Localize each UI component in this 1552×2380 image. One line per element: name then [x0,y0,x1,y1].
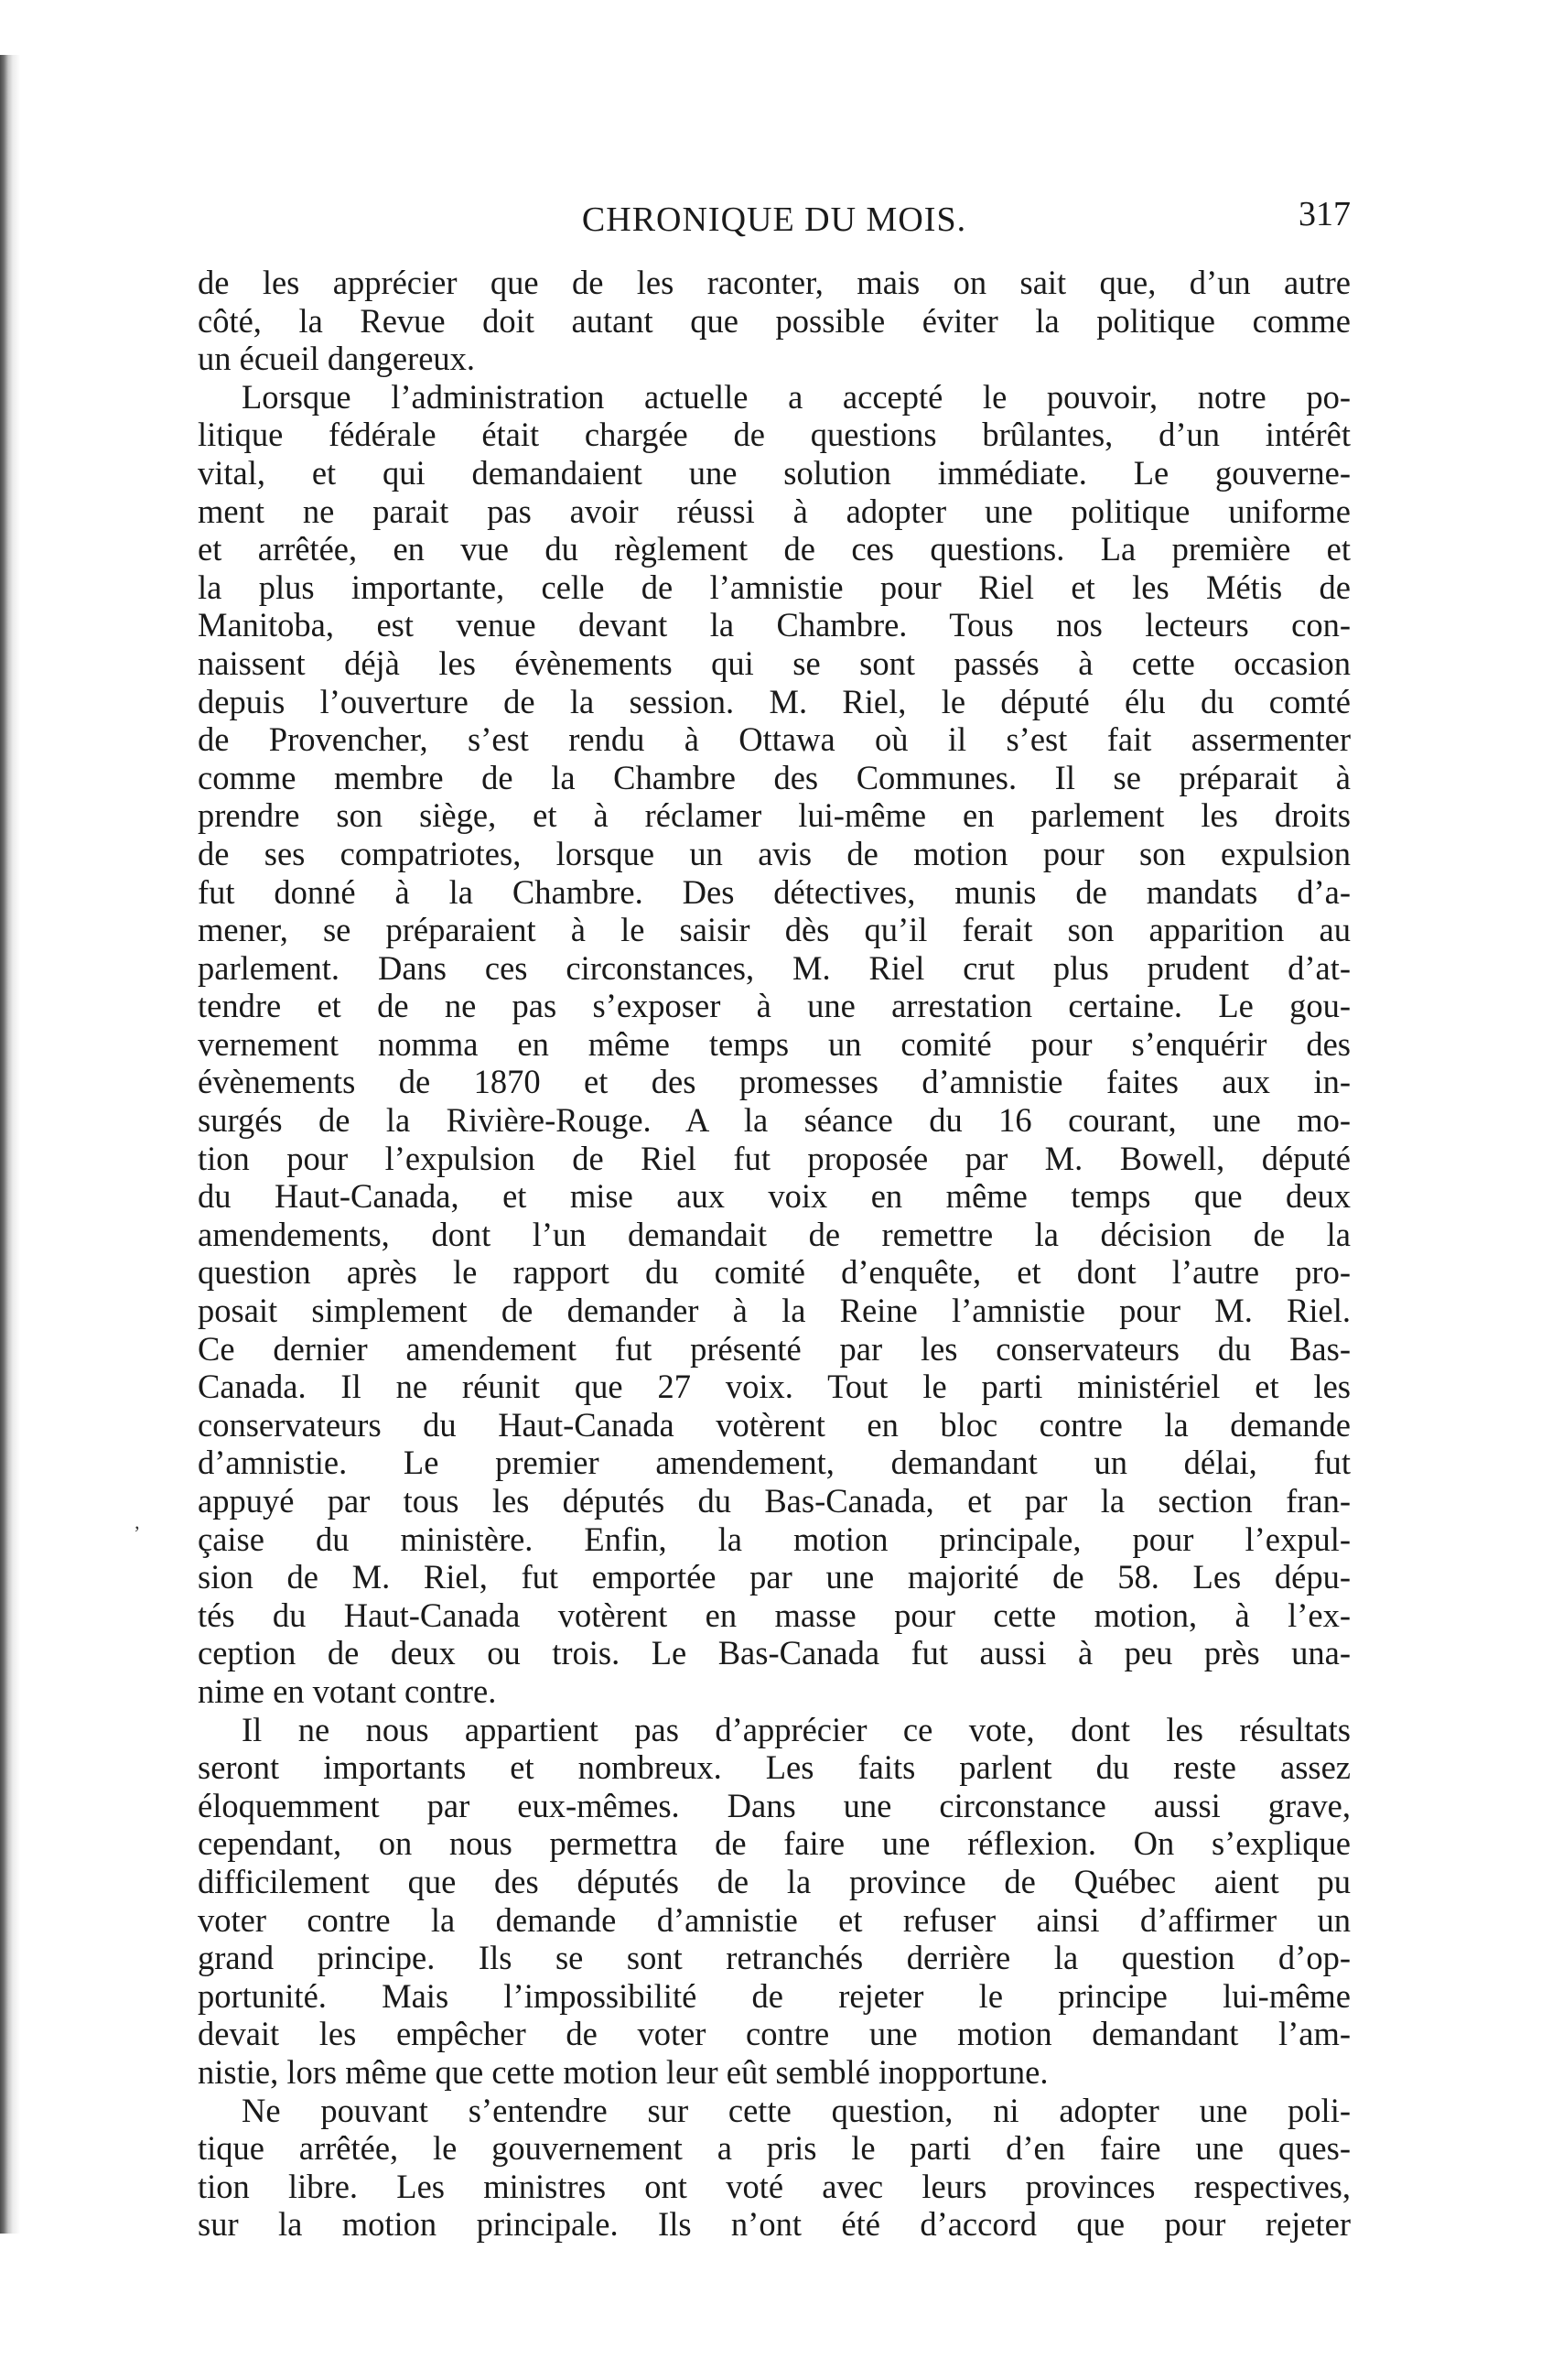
paragraph-4 [198,2092,1351,2244]
text-line: ception de deux ou trois. Le Bas-Canada fut aussi à peu près una- [198,1634,1351,1672]
text-line: Ne pouvant s’entendre sur cette question, ni adopter une poli- [242,2091,1351,2129]
text-line: voter contre la demande d’amnistie et refuser ainsi d’affirmer un [198,1900,1351,1939]
text-line: Manitoba, est venue devant la Chambre. Tous nos lecteurs con- [198,606,1351,644]
page-number: 317 [1299,195,1351,233]
text-line: question après le rapport du comité d’enquête, et dont l’autre pro- [198,1253,1351,1292]
text-line: un écueil dangereux. [198,340,476,378]
text-line: Ce dernier amendement fut présenté par les conservateurs du Bas- [198,1329,1351,1368]
text-line: conservateurs du Haut-Canada votèrent en bloc contre la demande [198,1405,1351,1444]
text-line: de ses compatriotes, lorsque un avis de motion pour son expulsion [198,834,1351,872]
binding-edge [0,55,20,2234]
running-head [198,195,1351,251]
text-line: comme membre de la Chambre des Communes. Il se préparait à [198,758,1351,796]
stray-ink-mark: ’ [134,1521,141,1544]
text-line: fut donné à la Chambre. Des détectives, munis de mandats d’a- [198,872,1351,911]
text-line: Il ne nous appartient pas d’apprécier ce vote, dont les résultats [242,1710,1351,1748]
text-line: grand principe. Ils se sont retranchés derrière la question d’op- [198,1939,1351,1977]
text-line: tique arrêtée, le gouvernement a pris le parti d’en faire une ques- [198,2129,1351,2168]
text-line: litique fédérale était chargée de questions brûlantes, d’un intérêt [198,416,1351,454]
text-line: Canada. Il ne réunit que 27 voix. Tout le parti ministériel et les [198,1368,1351,1406]
text-line: cependant, on nous permettra de faire une réflexion. On s’explique [198,1824,1351,1863]
text-line: Lorsque l’administration actuelle a accepté le pouvoir, notre po- [242,377,1351,416]
text-line: mener, se préparaient à le saisir dès qu’il ferait son apparition au [198,911,1351,949]
text-line: naissent déjà les évènements qui se sont passés à cette occasion [198,644,1351,682]
text-line: d’amnistie. Le premier amendement, demandant un délai, fut [198,1444,1351,1482]
text-line: tés du Haut-Canada votèrent en masse pour cette motion, à l’ex- [198,1596,1351,1634]
text-line: devait les empêcher de voter contre une motion demandant l’am- [198,2015,1351,2053]
body-text [198,264,1351,2244]
text-line: difficilement que des députés de la province de Québec aient pu [198,1862,1351,1900]
paragraph-1 [198,264,1351,378]
text-line: vital, et qui demandaient une solution immédiate. Le gouverne- [198,453,1351,492]
text-line: nime en votant contre. [198,1671,497,1710]
text-line: amendements, dont l’un demandait de remettre la décision de la [198,1215,1351,1253]
text-line: tendre et de ne pas s’exposer à une arrestation certaine. Le gou- [198,987,1351,1025]
text-line: vernement nomma en même temps un comité pour s’enquérir des [198,1024,1351,1063]
text-line: et arrêtée, en vue du règlement de ces questions. La première et [198,530,1351,568]
text-line: surgés de la Rivière-Rouge. A la séance du 16 courant, une mo- [198,1101,1351,1140]
text-line: côté, la Revue doit autant que possible éviter la politique comme [198,301,1351,340]
text-line: ment ne parait pas avoir réussi à adopter une politique uniforme [198,492,1351,530]
text-line: nistie, lors même que cette motion leur eût semblé inopportune. [198,2052,1049,2091]
paragraph-2 [198,378,1351,1711]
text-line: prendre son siège, et à réclamer lui-même en parlement les droits [198,796,1351,835]
text-line: portunité. Mais l’impossibilité de rejeter le principe lui-même [198,1976,1351,2015]
text-line: posait simplement de demander à la Reine l’amnistie pour M. Riel. [198,1292,1351,1330]
text-line: depuis l’ouverture de la session. M. Riel, le député élu du comté [198,682,1351,720]
paragraph-3 [198,1711,1351,2092]
text-line: sur la motion principale. Ils n’ont été d’accord que pour rejeter [198,2205,1351,2244]
text-line: éloquemment par eux-mêmes. Dans une circonstance aussi grave, [198,1786,1351,1824]
text-line: tion pour l’expulsion de Riel fut proposée par M. Bowell, député [198,1139,1351,1177]
running-title: CHRONIQUE DU MOIS. [581,200,967,239]
text-line: tion libre. Les ministres ont voté avec leurs provinces respectives, [198,2167,1351,2205]
page [198,195,1351,2244]
text-line: parlement. Dans ces circonstances, M. Riel crut plus prudent d’at- [198,948,1351,987]
text-line: de Provencher, s’est rendu à Ottawa où il s’est fait assermenter [198,720,1351,759]
text-line: de les apprécier que de les raconter, mais on sait que, d’un autre [198,264,1351,301]
text-line: du Haut-Canada, et mise aux voix en même temps que deux [198,1177,1351,1216]
text-line: la plus importante, celle de l’amnistie pour Riel et les Métis de [198,568,1351,606]
text-line: çaise du ministère. Enfin, la motion principale, pour l’expul- [198,1520,1351,1558]
text-line: appuyé par tous les députés du Bas-Canada, et par la section fran- [198,1482,1351,1520]
text-line: évènements de 1870 et des promesses d’amnistie faites aux in- [198,1063,1351,1101]
text-line: sion de M. Riel, fut emportée par une majorité de 58. Les dépu- [198,1558,1351,1596]
text-line: seront importants et nombreux. Les faits parlent du reste assez [198,1748,1351,1787]
